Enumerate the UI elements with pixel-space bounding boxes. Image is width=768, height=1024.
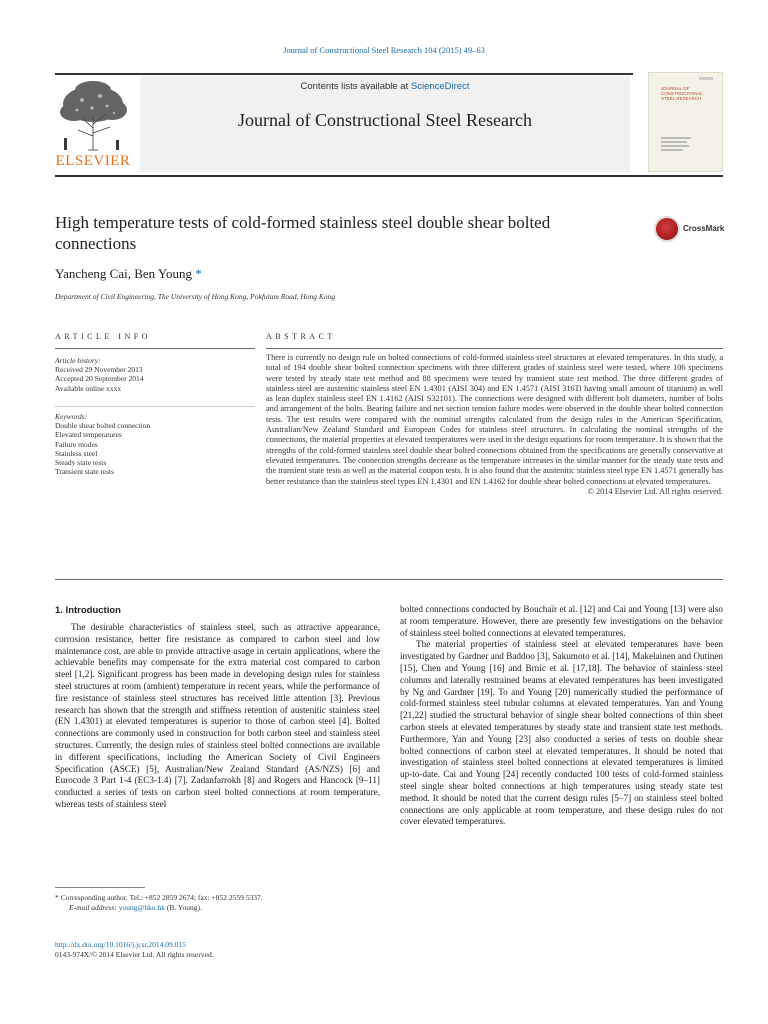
header-rule-top <box>55 73 633 75</box>
paper-title: High temperature tests of cold-formed stainless steel double shear bolted connections <box>55 213 551 253</box>
abstract-copyright: © 2014 Elsevier Ltd. All rights reserved. <box>587 486 723 496</box>
elsevier-tree-icon <box>52 78 134 152</box>
doi-block <box>55 940 214 960</box>
history-online: Available online xxxx <box>55 383 122 393</box>
body-column-right <box>400 604 723 828</box>
email-label: E-mail address: <box>69 903 119 912</box>
history-label: Article history: <box>55 356 101 365</box>
paragraph: bolted connections conducted by Bouchaïr et al. [12] and Cai and Young [13] were also at room temperature. However, there are presently few investigations on the behavior of stainless steel bolted connections at elevated temperatures. <box>400 604 723 638</box>
corresponding-author-note: * Corresponding author. Tel.: +852 2859 2674; fax: +852 2559 5337. <box>55 893 263 902</box>
corresponding-author-mark[interactable]: * <box>195 266 202 281</box>
sciencedirect-link[interactable]: ScienceDirect <box>410 81 470 92</box>
journal-cover-thumbnail[interactable] <box>648 72 723 172</box>
elsevier-wordmark: ELSEVIER <box>55 153 131 169</box>
footnote-rule <box>55 887 145 888</box>
history-received: Received 29 November 2013 <box>55 365 143 375</box>
cover-text-line <box>661 137 691 139</box>
contents-prefix: Contents lists available at <box>300 81 411 92</box>
introduction-heading: 1. Introduction <box>55 605 121 616</box>
crossmark-icon <box>654 216 680 242</box>
crossmark-button[interactable] <box>654 216 734 246</box>
issn-line: 0143-974X/© 2014 Elsevier Ltd. All rights reserved. <box>55 950 214 959</box>
header-rule-bottom <box>55 175 723 177</box>
email-link[interactable]: young@hku.hk <box>118 903 166 912</box>
elsevier-logo <box>52 78 134 170</box>
paragraph: The desirable characteristics of stainless steel, such as attractive appearance, corrosion resistance, better fire resistance as compared to carbon steel and low maintenance cost, are able to provide attractive usage in certain applications, where the achievable benefits may compensate for the extra material cost compared to carbon steel [1,2]. Significant progress has been made in developing design rules for stainless steel structures at room (ambient) temperature in recent years, while the performance of fire resistance of stainless steel structures has received little attention [3]. Previous research has shown that the strength and stiffness retention of austenitic stainless steel (EN 1.4301) at elevated temperatures is superior to those of carbon steel [4]. Bolted connections are commonly used in construction for both carbon steel and stainless steel structures. Currently, the design rules of stainless steel bolted connections are available in different specifications, including the American Society of Civil Engineers Specification (ASCE) [5], Australian/New Zealand Standard (AS/NZS) [6] and Eurocode 3 Part 1-4 (EC3-1.4) [7]. Zadanfarrokh [8] and Rogers and Hancock [9–11] conducted a series of tests on carbon steel bolted connections at room temperature, whereas tests of stainless steel <box>55 622 380 809</box>
crossmark-label: CrossMark <box>683 224 725 233</box>
keyword-item: Steady state tests <box>55 458 107 468</box>
keyword-item: Stainless steel <box>55 448 98 458</box>
abstract-text: There is currently no design rule on bolted connections of cold-formed stainless steel structures at elevated temperatures. In this study, a total of 194 double shear bolted connection specimens with three different grades of stainless steel were tested, where 106 specimens were tested by steady state test method and 88 specimens were tested by transient state test method. The three different grades of stainless steel are austenitic stainless steel EN 1.4301 (AISI 304) and EN 1.4571 (AISI 316Ti having small amount of titanium) as well as lean duplex stainless steel EN 1.4162 (AISI S32101). The connections were designed with different bolt diameters, number of bolts and arrangement of the bolts. Bearing failure and net section tension failure modes were observed in the double shear bolted connection tests. The test results were compared with the nominal strengths calculated from the design rules in the American Specification, Australian/New Zealand Standard and European Codes for stainless steel structures. In calculating the nominal strengths of the connections, the material properties at elevated temperatures were used in the design equations for room temperature. It is shown that the strengths of the cold-formed stainless steel double shear bolted connections obtained from the specifications are generally conservative at elevated temperatures. The connection strengths decrease as the temperature increases in the similar manner for the steady state tests and the transient state tests as well as the material coupon tests. It is also found that the austenitic stainless steel type EN 1.4571 generally has better resistance than the stainless steel types EN 1.4301 and EN 1.4162 for double shear bolted connections at elevated temperatures. <box>266 353 723 486</box>
journal-reference-link[interactable]: Journal of Constructional Steel Research 104 (2015) 49–63 <box>283 45 485 55</box>
body-column-left <box>55 622 380 811</box>
keyword-item: Double shear bolted connection <box>55 421 151 431</box>
abstract-rule <box>266 348 723 349</box>
keywords-label: Keywords: <box>55 412 88 421</box>
keyword-item: Transient state tests <box>55 467 114 477</box>
authors-text: Yancheng Cai, Ben Young <box>55 266 192 281</box>
contents-line <box>140 81 630 92</box>
cover-text-line <box>661 149 683 151</box>
article-info-divider <box>55 406 255 407</box>
cover-text-line <box>661 141 687 143</box>
abstract-body <box>266 353 723 497</box>
affiliation: Department of Civil Engineering, The University of Hong Kong, Pokfulam Road, Hong Kong <box>55 292 336 301</box>
journal-name: Journal of Constructional Steel Research <box>238 110 532 130</box>
history-accepted: Accepted 20 September 2014 <box>55 374 144 384</box>
cover-badge <box>699 77 713 80</box>
footnote <box>55 893 385 913</box>
abstract-end-rule <box>55 579 723 580</box>
cover-title: JOURNAL OF CONSTRUCTIONAL STEEL RESEARCH <box>661 86 703 101</box>
abstract-heading: ABSTRACT <box>266 332 336 341</box>
article-history <box>55 356 255 393</box>
keywords <box>55 412 255 476</box>
keyword-item: Elevated temperatures <box>55 430 122 440</box>
paragraph: The material properties of stainless steel at elevated temperatures have been investigated by Gardner and Baddoo [3], Sakumoto et al. [14], Makelainen and Outinen [15], Chen and Young [16] and Brnic et al. [17,18]. The behavior of stainless steel columns and laterally restrained beams at elevated temperatures has been investigated by Ng and Gardner [19]. To and Young [20] numerically studied the performance of cold-formed stainless steel tubular columns at elevated temperatures. Yan and Young [21,22] studied the structural behavior of single shear bolted connections of thin sheet carbon steels at elevated temperatures by steady state and transient state test methods. Furthermore, Yan and Young [23] also conducted a series of tests on double shear bolted connections of carbon steel at elevated temperatures. It should be noted that investigation of stainless steel bolted connections at elevated temperatures is limited up-to-date. Cai and Young [24] recently conducted 100 tests of cold-formed stainless steel single shear bolted connections at high temperatures using steady state test method. It should be noted that the current design rules [5–7] on stainless steel bolted connections are only applicable at room temperature, and these design rules do not cover elevated temperatures. <box>400 639 723 827</box>
cover-text-line <box>661 145 689 147</box>
doi-link[interactable]: http://dx.doi.org/10.1016/j.jcsr.2014.09.015 <box>55 940 186 949</box>
author-list <box>55 266 202 282</box>
email-suffix: (B. Young). <box>165 903 202 912</box>
article-info-heading: ARTICLE INFO <box>55 332 151 341</box>
article-info-rule <box>55 348 255 349</box>
keyword-item: Failure modes <box>55 439 98 449</box>
